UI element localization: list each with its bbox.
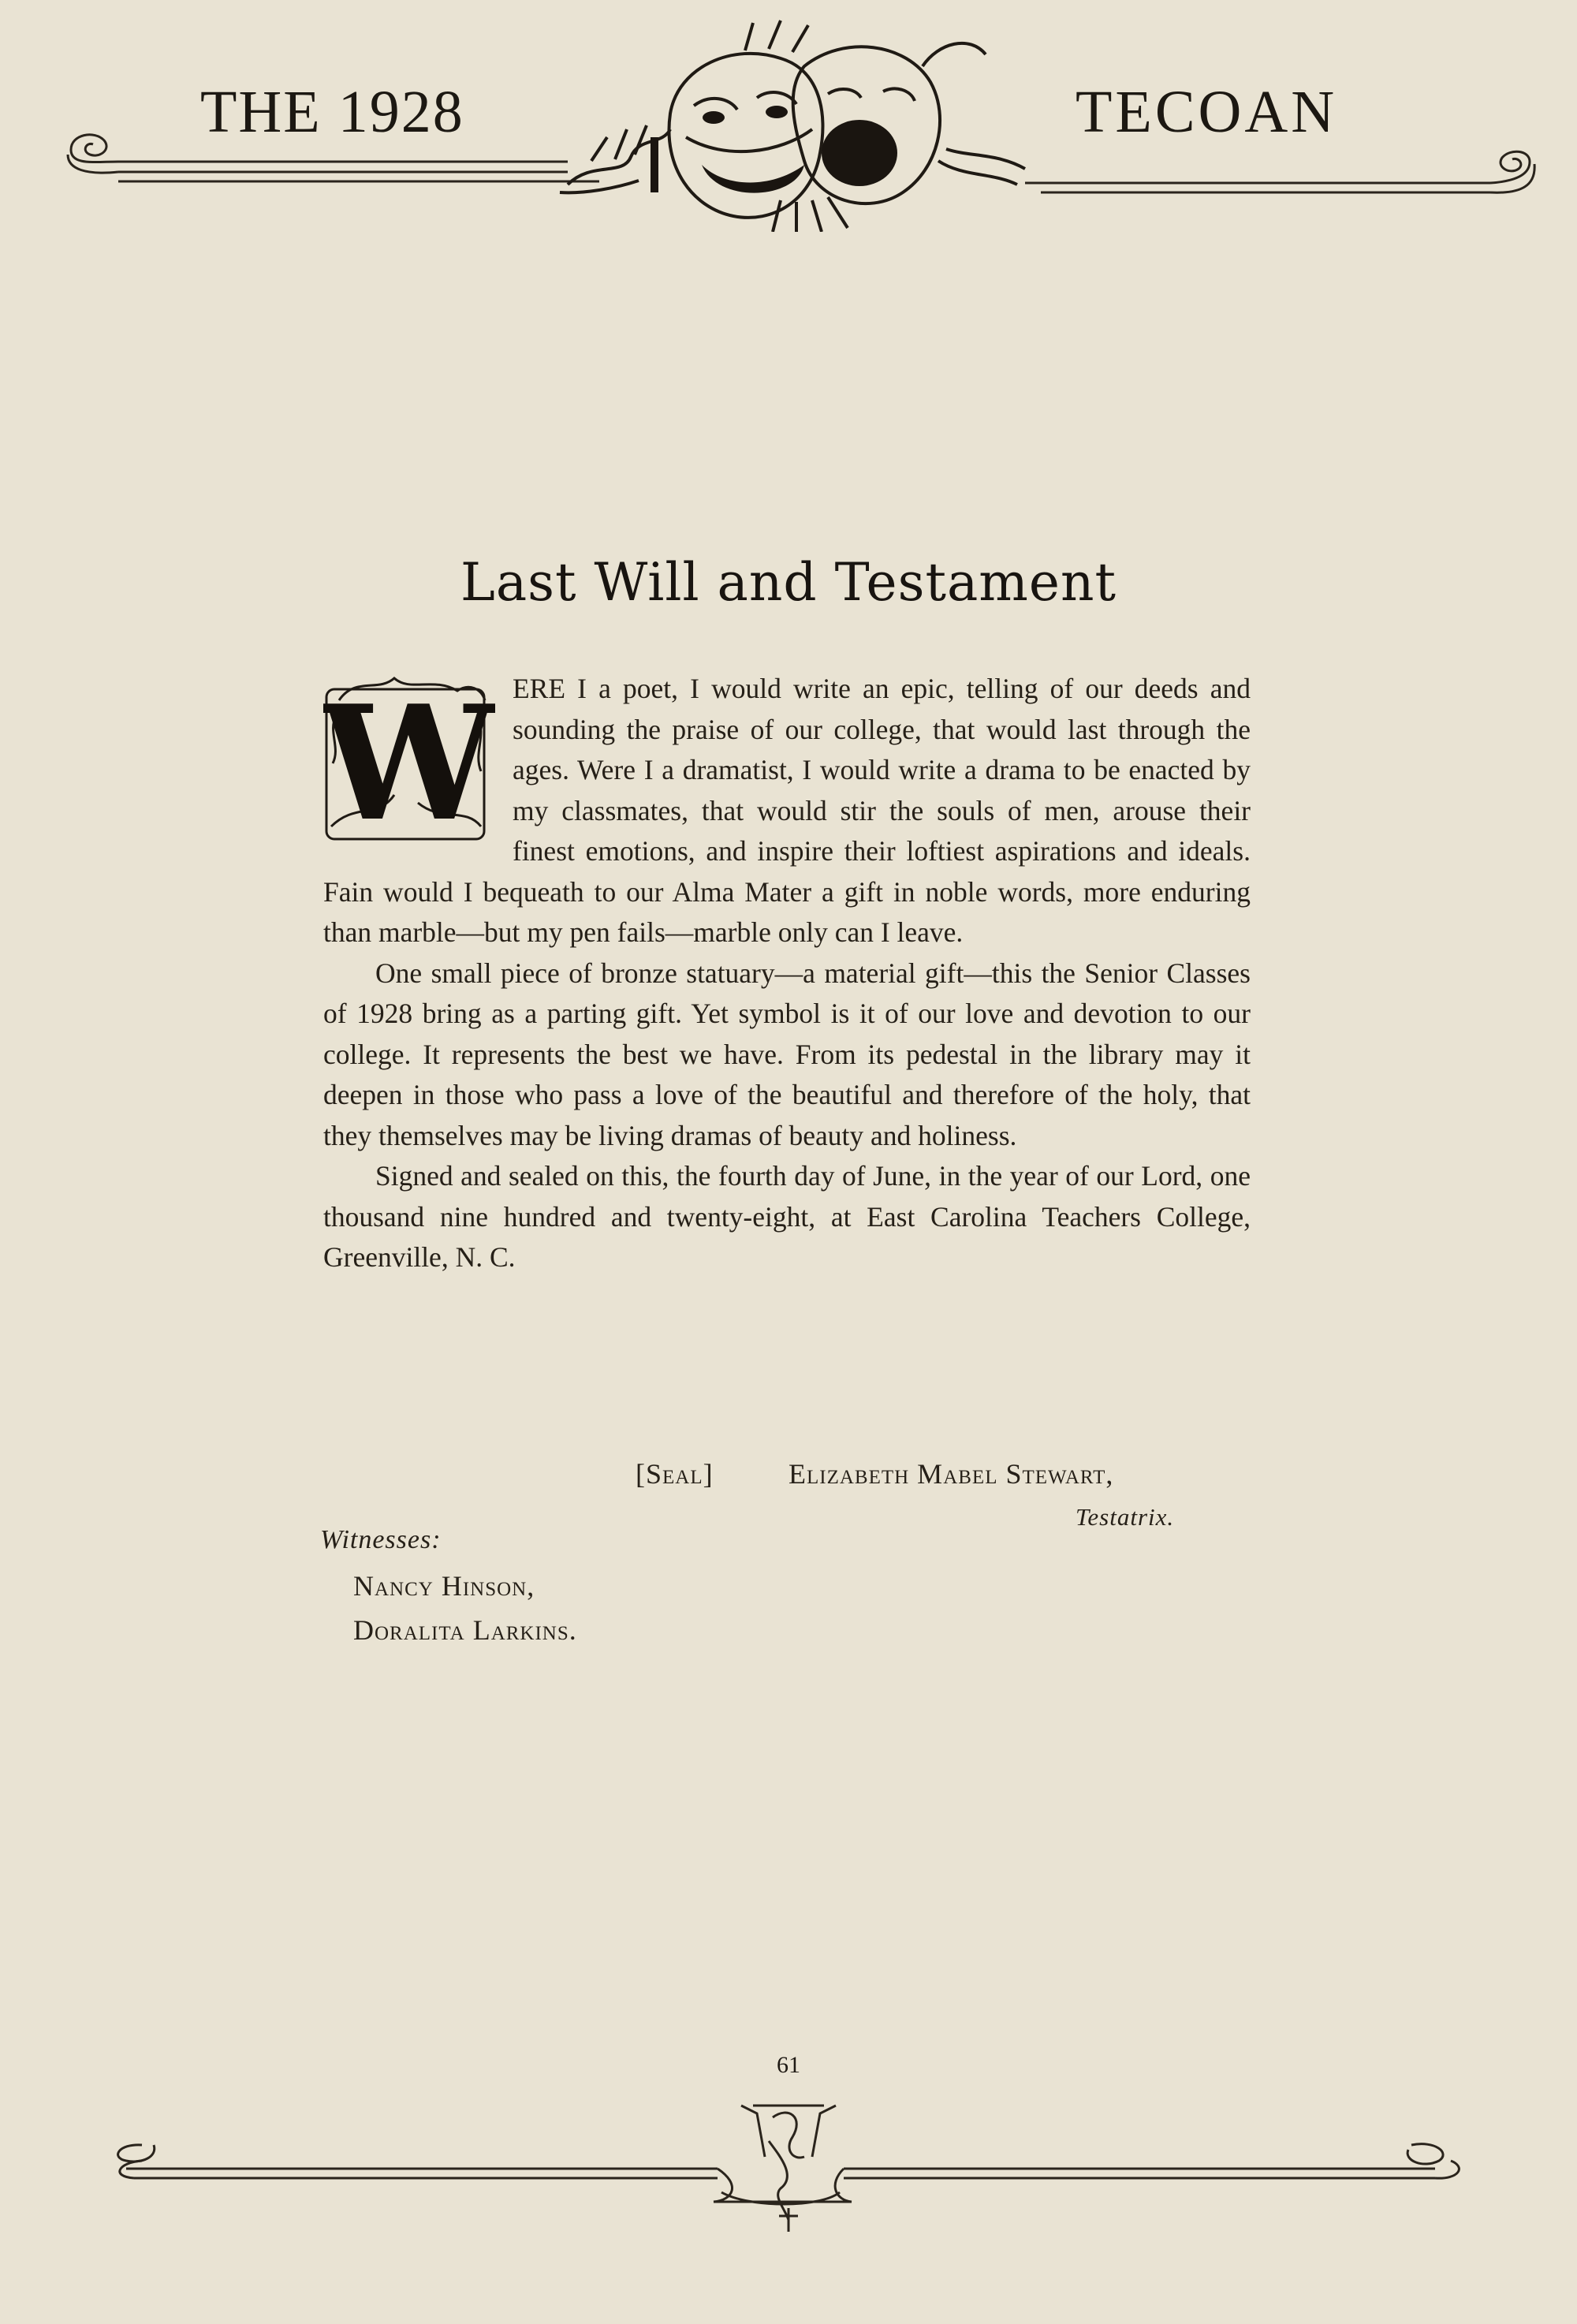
page-number: 61 xyxy=(777,2052,800,2078)
article-title: Last Will and Testament xyxy=(460,552,1117,613)
monogram-scroll-icon xyxy=(0,2082,1577,2240)
seal-label: [Seal] xyxy=(636,1458,714,1490)
paragraph-3: Signed and sealed on this, the fourth day of June, in the year of our Lord, one thousand nine hundred and twenty-eight, at East Carolina Teachers College, Greenville, N. C. xyxy=(323,1160,1251,1273)
article-body xyxy=(323,669,1251,1278)
signer-name: Elizabeth Mabel Stewart, xyxy=(788,1458,1114,1490)
witness-name: Doralita Larkins. xyxy=(353,1614,577,1646)
header-left-title: THE 1928 xyxy=(200,79,464,145)
witnesses-label: Witnesses: xyxy=(320,1525,442,1554)
theatre-masks-icon xyxy=(544,19,1033,232)
dropcap-letter: W xyxy=(323,671,495,842)
paragraph-1-text: ERE I a poet, I would write an epic, telling of our deeds and sounding the praise of our college, that would last through the ages. Were I a dramatist, I would write a drama to be enacted by my classmates, that would stir the souls of men, arouse their finest emotions, and inspire their loftiest aspirations and ideals. Fain would I bequeath to our Alma Mater a gift in noble words, more enduring than marble—but my pen fails—marble only can I leave. xyxy=(323,673,1251,948)
paragraph-2: One small piece of bronze statuary—a material gift—this the Senior Classes of 1928 bring as a parting gift. Yet symbol is it of our love and devotion to our college. It represents the best we have. From its pedestal in the library may it deepen in those who pass a love of the beautiful and therefore of the holy, that they themselves may be living dramas of beauty and holiness. xyxy=(323,957,1251,1151)
dropcap-ornament xyxy=(323,669,495,842)
witness-name: Nancy Hinson, xyxy=(353,1570,535,1602)
signer-role: Testatrix. xyxy=(1076,1503,1175,1531)
dropcap xyxy=(323,669,495,842)
header-right-title: TECOAN xyxy=(1076,79,1338,145)
